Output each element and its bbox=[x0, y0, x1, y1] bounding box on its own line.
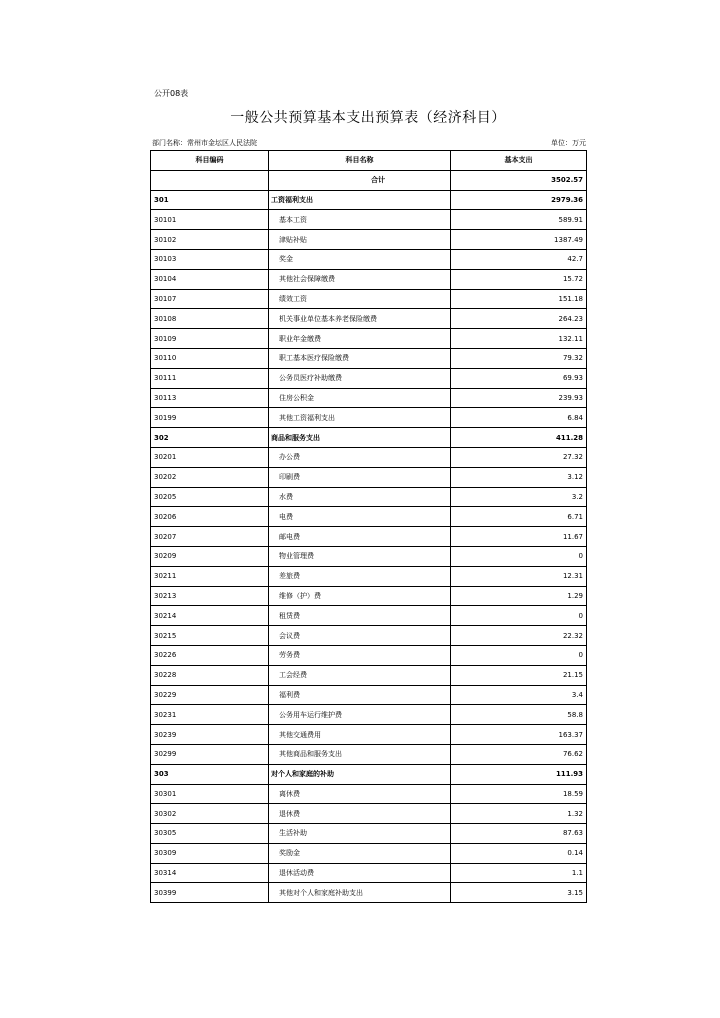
row-amount: 0 bbox=[451, 546, 587, 566]
row-amount: 3.12 bbox=[451, 467, 587, 487]
row-name: 基本工资 bbox=[269, 210, 451, 230]
row-code: 30101 bbox=[151, 210, 269, 230]
row-name: 绩效工资 bbox=[269, 289, 451, 309]
row-amount: 12.31 bbox=[451, 566, 587, 586]
row-amount: 264.23 bbox=[451, 309, 587, 329]
row-amount: 589.91 bbox=[451, 210, 587, 230]
row-amount: 411.28 bbox=[451, 428, 587, 448]
row-amount: 0 bbox=[451, 645, 587, 665]
row-amount: 1.32 bbox=[451, 804, 587, 824]
row-amount: 21.15 bbox=[451, 665, 587, 685]
row-name: 商品和服务支出 bbox=[269, 428, 451, 448]
row-amount: 2979.36 bbox=[451, 190, 587, 210]
category-row bbox=[151, 764, 587, 784]
row-name: 水费 bbox=[269, 487, 451, 507]
row-name: 租赁费 bbox=[269, 606, 451, 626]
table-row bbox=[151, 566, 587, 586]
row-code: 30103 bbox=[151, 249, 269, 269]
table-row bbox=[151, 784, 587, 804]
row-code: 30209 bbox=[151, 546, 269, 566]
row-code: 301 bbox=[151, 190, 269, 210]
total-row bbox=[151, 170, 587, 190]
row-code: 30226 bbox=[151, 645, 269, 665]
row-name: 奖励金 bbox=[269, 843, 451, 863]
row-amount: 239.93 bbox=[451, 388, 587, 408]
row-amount: 1387.49 bbox=[451, 230, 587, 250]
row-name: 住房公积金 bbox=[269, 388, 451, 408]
row-code: 30111 bbox=[151, 368, 269, 388]
row-amount: 163.37 bbox=[451, 725, 587, 745]
row-code: 30207 bbox=[151, 527, 269, 547]
table-row bbox=[151, 249, 587, 269]
form-number: 公开08表 bbox=[154, 89, 189, 98]
row-code: 30213 bbox=[151, 586, 269, 606]
row-code: 30309 bbox=[151, 843, 269, 863]
budget-table bbox=[150, 150, 587, 903]
row-name: 工资福利支出 bbox=[269, 190, 451, 210]
table-row bbox=[151, 824, 587, 844]
table-row bbox=[151, 507, 587, 527]
row-amount: 111.93 bbox=[451, 764, 587, 784]
row-amount: 22.32 bbox=[451, 626, 587, 646]
category-row bbox=[151, 428, 587, 448]
row-code: 30229 bbox=[151, 685, 269, 705]
row-code: 30104 bbox=[151, 269, 269, 289]
table-row bbox=[151, 467, 587, 487]
column-header-code: 科目编码 bbox=[151, 151, 269, 171]
row-name: 物业管理费 bbox=[269, 546, 451, 566]
row-name: 津贴补贴 bbox=[269, 230, 451, 250]
table-row bbox=[151, 329, 587, 349]
row-name: 办公费 bbox=[269, 447, 451, 467]
table-header-row bbox=[151, 151, 587, 171]
table-row bbox=[151, 725, 587, 745]
row-name: 差旅费 bbox=[269, 566, 451, 586]
row-amount: 6.84 bbox=[451, 408, 587, 428]
row-name: 其他工资福利支出 bbox=[269, 408, 451, 428]
table-row bbox=[151, 408, 587, 428]
row-name: 工会经费 bbox=[269, 665, 451, 685]
table-row bbox=[151, 645, 587, 665]
row-amount: 27.32 bbox=[451, 447, 587, 467]
total-amount: 3502.57 bbox=[451, 170, 587, 190]
row-code: 30107 bbox=[151, 289, 269, 309]
unit-label: 单位：万元 bbox=[551, 139, 586, 147]
row-code: 30231 bbox=[151, 705, 269, 725]
row-amount: 69.93 bbox=[451, 368, 587, 388]
row-name: 电费 bbox=[269, 507, 451, 527]
row-name: 会议费 bbox=[269, 626, 451, 646]
row-amount: 18.59 bbox=[451, 784, 587, 804]
row-code: 30202 bbox=[151, 467, 269, 487]
row-code: 30228 bbox=[151, 665, 269, 685]
row-name: 对个人和家庭的补助 bbox=[269, 764, 451, 784]
table-row bbox=[151, 606, 587, 626]
table-row bbox=[151, 863, 587, 883]
row-code: 303 bbox=[151, 764, 269, 784]
table-row bbox=[151, 487, 587, 507]
row-code: 302 bbox=[151, 428, 269, 448]
row-amount: 11.67 bbox=[451, 527, 587, 547]
row-code: 30305 bbox=[151, 824, 269, 844]
row-name: 机关事业单位基本养老保险缴费 bbox=[269, 309, 451, 329]
column-header-name: 科目名称 bbox=[269, 151, 451, 171]
row-amount: 3.2 bbox=[451, 487, 587, 507]
row-name: 邮电费 bbox=[269, 527, 451, 547]
table-row bbox=[151, 447, 587, 467]
page-title: 一般公共预算基本支出预算表（经济科目） bbox=[230, 110, 506, 126]
row-code: 30239 bbox=[151, 725, 269, 745]
row-amount: 42.7 bbox=[451, 249, 587, 269]
row-name: 福利费 bbox=[269, 685, 451, 705]
table-row bbox=[151, 230, 587, 250]
table-row bbox=[151, 309, 587, 329]
table-row bbox=[151, 685, 587, 705]
row-name: 退休活动费 bbox=[269, 863, 451, 883]
row-code: 30109 bbox=[151, 329, 269, 349]
row-amount: 0 bbox=[451, 606, 587, 626]
row-amount: 1.29 bbox=[451, 586, 587, 606]
row-name: 劳务费 bbox=[269, 645, 451, 665]
total-code bbox=[151, 170, 269, 190]
row-code: 30299 bbox=[151, 744, 269, 764]
table-row bbox=[151, 368, 587, 388]
row-name: 退休费 bbox=[269, 804, 451, 824]
row-code: 30211 bbox=[151, 566, 269, 586]
row-code: 30110 bbox=[151, 348, 269, 368]
table-row bbox=[151, 804, 587, 824]
row-code: 30113 bbox=[151, 388, 269, 408]
row-amount: 151.18 bbox=[451, 289, 587, 309]
row-name: 生活补助 bbox=[269, 824, 451, 844]
table-row bbox=[151, 546, 587, 566]
table-row bbox=[151, 586, 587, 606]
row-amount: 132.11 bbox=[451, 329, 587, 349]
category-row bbox=[151, 190, 587, 210]
column-header-amount: 基本支出 bbox=[451, 151, 587, 171]
row-amount: 1.1 bbox=[451, 863, 587, 883]
row-name: 印刷费 bbox=[269, 467, 451, 487]
row-name: 其他商品和服务支出 bbox=[269, 744, 451, 764]
row-name: 其他对个人和家庭补助支出 bbox=[269, 883, 451, 903]
table-row bbox=[151, 269, 587, 289]
row-code: 30206 bbox=[151, 507, 269, 527]
row-name: 公务用车运行维护费 bbox=[269, 705, 451, 725]
row-code: 30214 bbox=[151, 606, 269, 626]
row-code: 30201 bbox=[151, 447, 269, 467]
row-name: 职业年金缴费 bbox=[269, 329, 451, 349]
row-code: 30205 bbox=[151, 487, 269, 507]
row-code: 30301 bbox=[151, 784, 269, 804]
row-name: 维修（护）费 bbox=[269, 586, 451, 606]
row-code: 30215 bbox=[151, 626, 269, 646]
table-row bbox=[151, 527, 587, 547]
row-name: 其他交通费用 bbox=[269, 725, 451, 745]
row-name: 离休费 bbox=[269, 784, 451, 804]
row-amount: 87.63 bbox=[451, 824, 587, 844]
row-amount: 76.62 bbox=[451, 744, 587, 764]
row-code: 30314 bbox=[151, 863, 269, 883]
row-code: 30102 bbox=[151, 230, 269, 250]
row-amount: 58.8 bbox=[451, 705, 587, 725]
department-label: 部门名称：常州市金坛区人民法院 bbox=[152, 139, 257, 147]
row-code: 30399 bbox=[151, 883, 269, 903]
table-row bbox=[151, 705, 587, 725]
row-name: 奖金 bbox=[269, 249, 451, 269]
row-code: 30108 bbox=[151, 309, 269, 329]
table-row bbox=[151, 388, 587, 408]
row-amount: 0.14 bbox=[451, 843, 587, 863]
table-row bbox=[151, 744, 587, 764]
table-row bbox=[151, 665, 587, 685]
table-row bbox=[151, 289, 587, 309]
table-row bbox=[151, 348, 587, 368]
table-row bbox=[151, 883, 587, 903]
row-amount: 79.32 bbox=[451, 348, 587, 368]
row-name: 职工基本医疗保险缴费 bbox=[269, 348, 451, 368]
row-code: 30302 bbox=[151, 804, 269, 824]
table-row bbox=[151, 843, 587, 863]
row-amount: 15.72 bbox=[451, 269, 587, 289]
total-label: 合计 bbox=[269, 170, 451, 190]
row-amount: 3.4 bbox=[451, 685, 587, 705]
row-amount: 6.71 bbox=[451, 507, 587, 527]
row-name: 公务员医疗补助缴费 bbox=[269, 368, 451, 388]
row-name: 其他社会保障缴费 bbox=[269, 269, 451, 289]
row-amount: 3.15 bbox=[451, 883, 587, 903]
table-row bbox=[151, 626, 587, 646]
row-code: 30199 bbox=[151, 408, 269, 428]
table-row bbox=[151, 210, 587, 230]
